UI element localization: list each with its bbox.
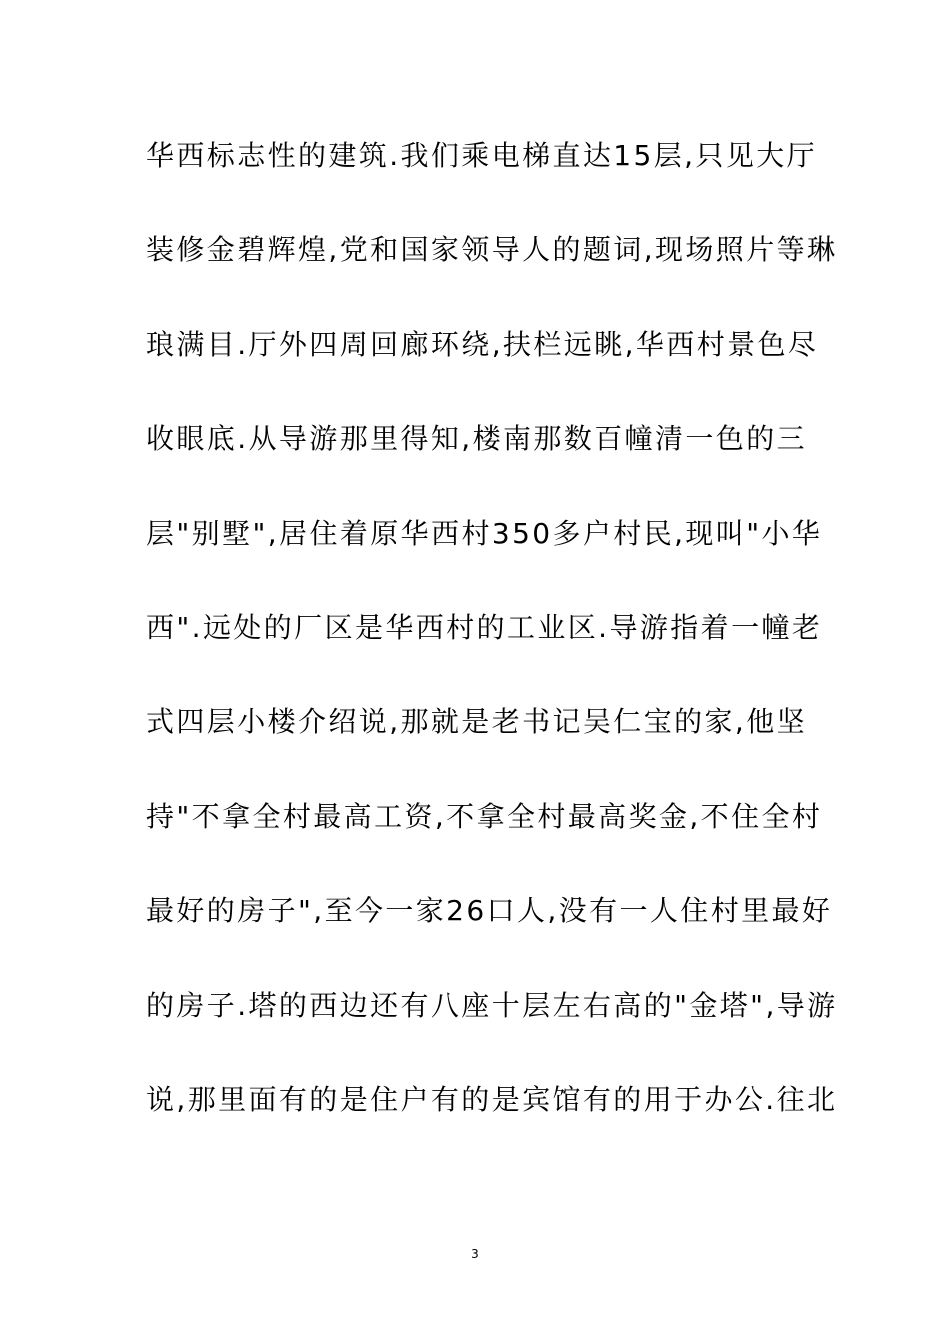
text-line: 最好的房子",至今一家26口人,没有一人住村里最好	[146, 894, 833, 928]
text-line: 的房子.塔的西边还有八座十层左右高的"金塔",导游	[146, 988, 838, 1022]
text-line: 西".远处的厂区是华西村的工业区.导游指着一幢老	[146, 610, 823, 644]
text-line: 说,那里面有的是住户有的是宾馆有的用于办公.往北	[146, 1082, 838, 1116]
page-number: 3	[471, 1247, 479, 1261]
body-text	[146, 126, 838, 1164]
text-line: 持"不拿全村最高工资,不拿全村最高奖金,不住全村	[146, 799, 823, 833]
text-line: 收眼底.从导游那里得知,楼南那数百幢清一色的三	[146, 422, 808, 456]
text-line: 华西标志性的建筑.我们乘电梯直达15层,只见大厅	[146, 139, 818, 172]
text-line: 琅满目.厅外四周回廊环绕,扶栏远眺,华西村景色尽	[146, 327, 819, 361]
text-line: 式四层小楼介绍说,那就是老书记吴仁宝的家,他坚	[146, 705, 808, 739]
text-line: 装修金碧辉煌,党和国家领导人的题词,现场照片等琳	[146, 233, 838, 267]
text-line: 层"别墅",居住着原华西村350多户村民,现叫"小华	[146, 516, 823, 550]
